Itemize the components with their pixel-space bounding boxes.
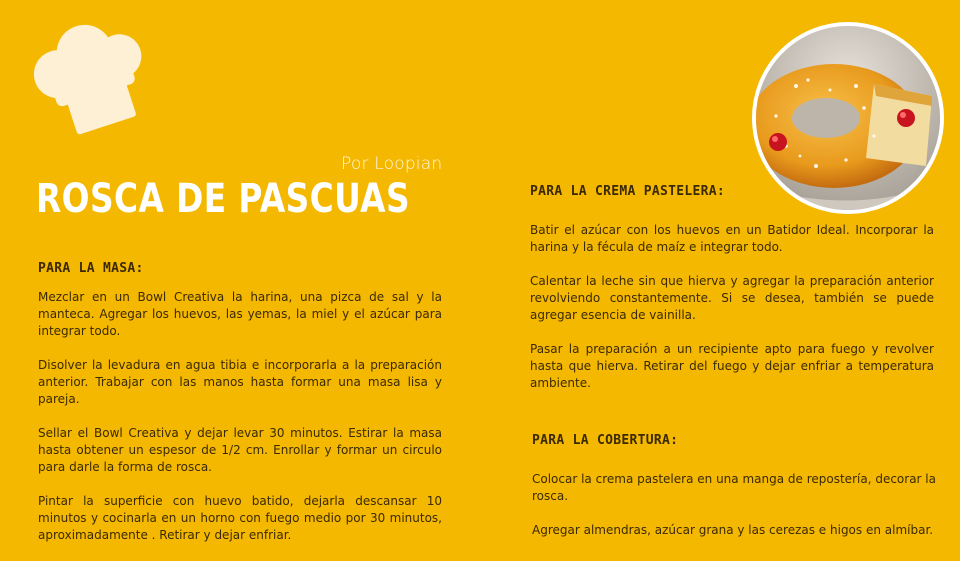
author-byline: Por Loopian <box>341 154 443 174</box>
page-title: ROSCA DE PASCUAS <box>36 176 410 222</box>
rosca-photo <box>752 22 944 214</box>
crema-step: Pasar la preparación a un recipiente apto para fuego y revolver hasta que hierva. Retirar del fuego y dejar enfriar a temperatura ambiente. <box>530 342 934 390</box>
masa-step: Disolver la levadura en agua tibia e incorporarla a la preparación anterior. Trabajar con las manos hasta formar una masa lisa y pareja. <box>38 358 442 406</box>
crema-step: Calentar la leche sin que hierva y agregar la preparación anterior revolviendo constantemente. Si se desea, también se puede agregar esencia de vainilla. <box>530 274 934 322</box>
cobertura-instructions <box>532 471 936 556</box>
chef-hat-icon <box>22 22 162 142</box>
crema-step: Batir el azúcar con los huevos en un Batidor Ideal. Incorporar la harina y la fécula de maíz e integrar todo. <box>530 223 934 254</box>
masa-step: Sellar el Bowl Creativa y dejar levar 30 minutos. Estirar la masa hasta obtener un espesor de 1/2 cm. Enrollar y formar un circulo para darle la forma de rosca. <box>38 426 442 474</box>
section-heading-cobertura: PARA LA COBERTURA: <box>532 433 679 448</box>
cobertura-step: Colocar la crema pastelera en una manga de repostería, decorar la rosca. <box>532 472 936 503</box>
masa-step: Pintar la superficie con huevo batido, dejarla descansar 10 minutos y cocinarla en un horno con fuego medio por 30 minutos, aproximadamente . Retirar y dejar enfriar. <box>38 494 442 542</box>
masa-instructions <box>38 289 442 561</box>
crema-instructions <box>530 222 934 409</box>
cobertura-step: Agregar almendras, azúcar grana y las cerezas e higos en almíbar. <box>532 523 934 537</box>
section-heading-masa: PARA LA MASA: <box>38 261 144 276</box>
masa-step: Mezclar en un Bowl Creativa la harina, una pizca de sal y la manteca. Agregar los huevos, las yemas, la miel y el azúcar para integrar todo. <box>38 290 442 338</box>
section-heading-crema: PARA LA CREMA PASTELERA: <box>530 184 726 199</box>
